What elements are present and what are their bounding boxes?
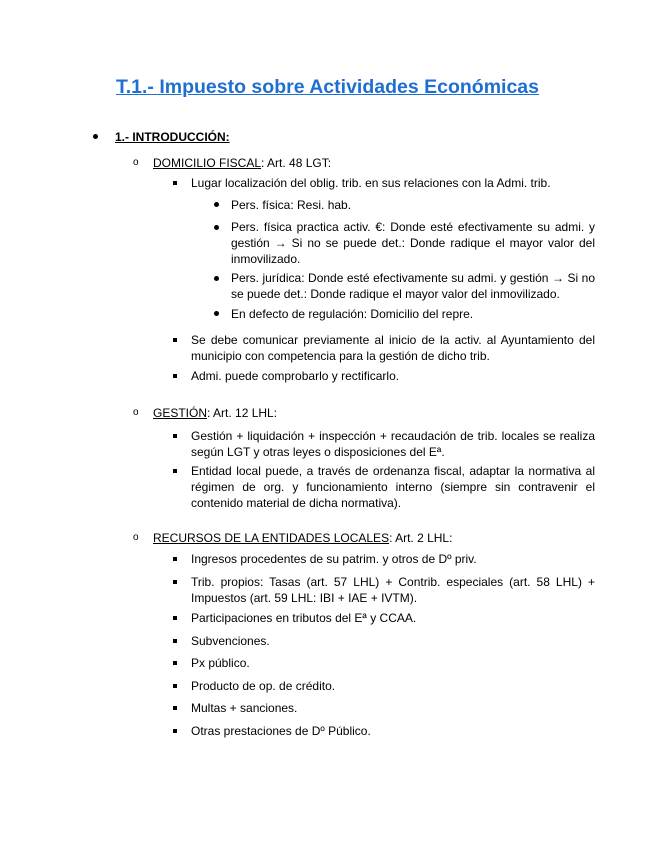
list-item: Entidad local puede, a través de ordenanza fiscal, adaptar la normativa al régimen de org. y funcionamiento interno (siempre sin contravenir el contenido material de dicha normativa). <box>191 464 595 510</box>
square-bullet-icon <box>173 684 177 688</box>
list-item: Pers. física practica activ. €: Donde esté efectivamente su admi. y gestión → Si no se puede det.: Donde radique el mayor valor del inmovilizado. <box>231 220 595 266</box>
square-bullet-icon <box>173 181 177 185</box>
list-item: Gestión + liquidación + inspección + recaudación de trib. locales se realiza según LGT y otras leyes o disposiciones del Eª. <box>191 429 595 459</box>
section-heading: 1.- INTRODUCCIÓN: <box>115 130 230 144</box>
subsection-label: DOMICILIO FISCAL <box>153 156 262 170</box>
subsection-label: GESTIÓN <box>153 406 208 420</box>
bullet-icon <box>93 134 98 139</box>
bullet-icon <box>214 225 219 230</box>
subsection-ref: : Art. 12 LHL: <box>207 406 278 420</box>
subsection-ref: : Art. 2 LHL: <box>389 531 453 545</box>
subsection-gestion <box>153 405 277 421</box>
list-item: Ingresos procedentes de su patrim. y otros de Dº priv. <box>191 552 477 566</box>
list-item: En defecto de regulación: Domicilio del repre. <box>231 307 474 321</box>
list-item: Px público. <box>191 656 250 670</box>
page-title: T.1.- Impuesto sobre Actividades Económicas <box>116 76 539 98</box>
square-bullet-icon <box>173 706 177 710</box>
subsection-domicilio <box>153 155 331 171</box>
square-bullet-icon <box>173 580 177 584</box>
bullet-icon <box>214 202 219 207</box>
subsection-ref: : Art. 48 LGT: <box>261 156 332 170</box>
list-item: Trib. propios: Tasas (art. 57 LHL) + Contrib. especiales (art. 58 LHL) + Impuestos (art. 59 LHL: IBI + IAE + IVTM). <box>191 575 595 605</box>
square-bullet-icon <box>173 661 177 665</box>
list-item: Admi. puede comprobarlo y rectificarlo. <box>191 369 400 383</box>
list-item: Pers. jurídica: Donde esté efectivamente su admi. y gestión → Si no se puede det.: Donde radique el mayor valor del inmovilizado. <box>231 271 595 301</box>
list-item: Otras prestaciones de Dº Público. <box>191 724 371 738</box>
square-bullet-icon <box>173 729 177 733</box>
circle-bullet-icon: o <box>133 157 139 168</box>
subsection-recursos <box>153 530 452 546</box>
list-item: Pers. física: Resi. hab. <box>231 198 352 212</box>
square-bullet-icon <box>173 616 177 620</box>
square-bullet-icon <box>173 557 177 561</box>
square-bullet-icon <box>173 338 177 342</box>
circle-bullet-icon: o <box>133 532 139 543</box>
square-bullet-icon <box>173 639 177 643</box>
list-item: Se debe comunicar previamente al inicio de la activ. al Ayuntamiento del municipio con competencia para la gestión de dicho trib. <box>191 333 595 363</box>
square-bullet-icon <box>173 434 177 438</box>
list-item: Lugar localización del oblig. trib. en sus relaciones con la Admi. trib. <box>191 176 551 190</box>
list-item: Producto de op. de crédito. <box>191 679 336 693</box>
subsection-label: RECURSOS DE LA ENTIDADES LOCALES <box>153 531 390 545</box>
square-bullet-icon <box>173 374 177 378</box>
bullet-icon <box>214 311 219 316</box>
square-bullet-icon <box>173 469 177 473</box>
list-item: Participaciones en tributos del Eª y CCAA. <box>191 611 417 625</box>
list-item: Subvenciones. <box>191 634 270 648</box>
bullet-icon <box>214 276 219 281</box>
circle-bullet-icon: o <box>133 407 139 418</box>
list-item: Multas + sanciones. <box>191 701 298 715</box>
